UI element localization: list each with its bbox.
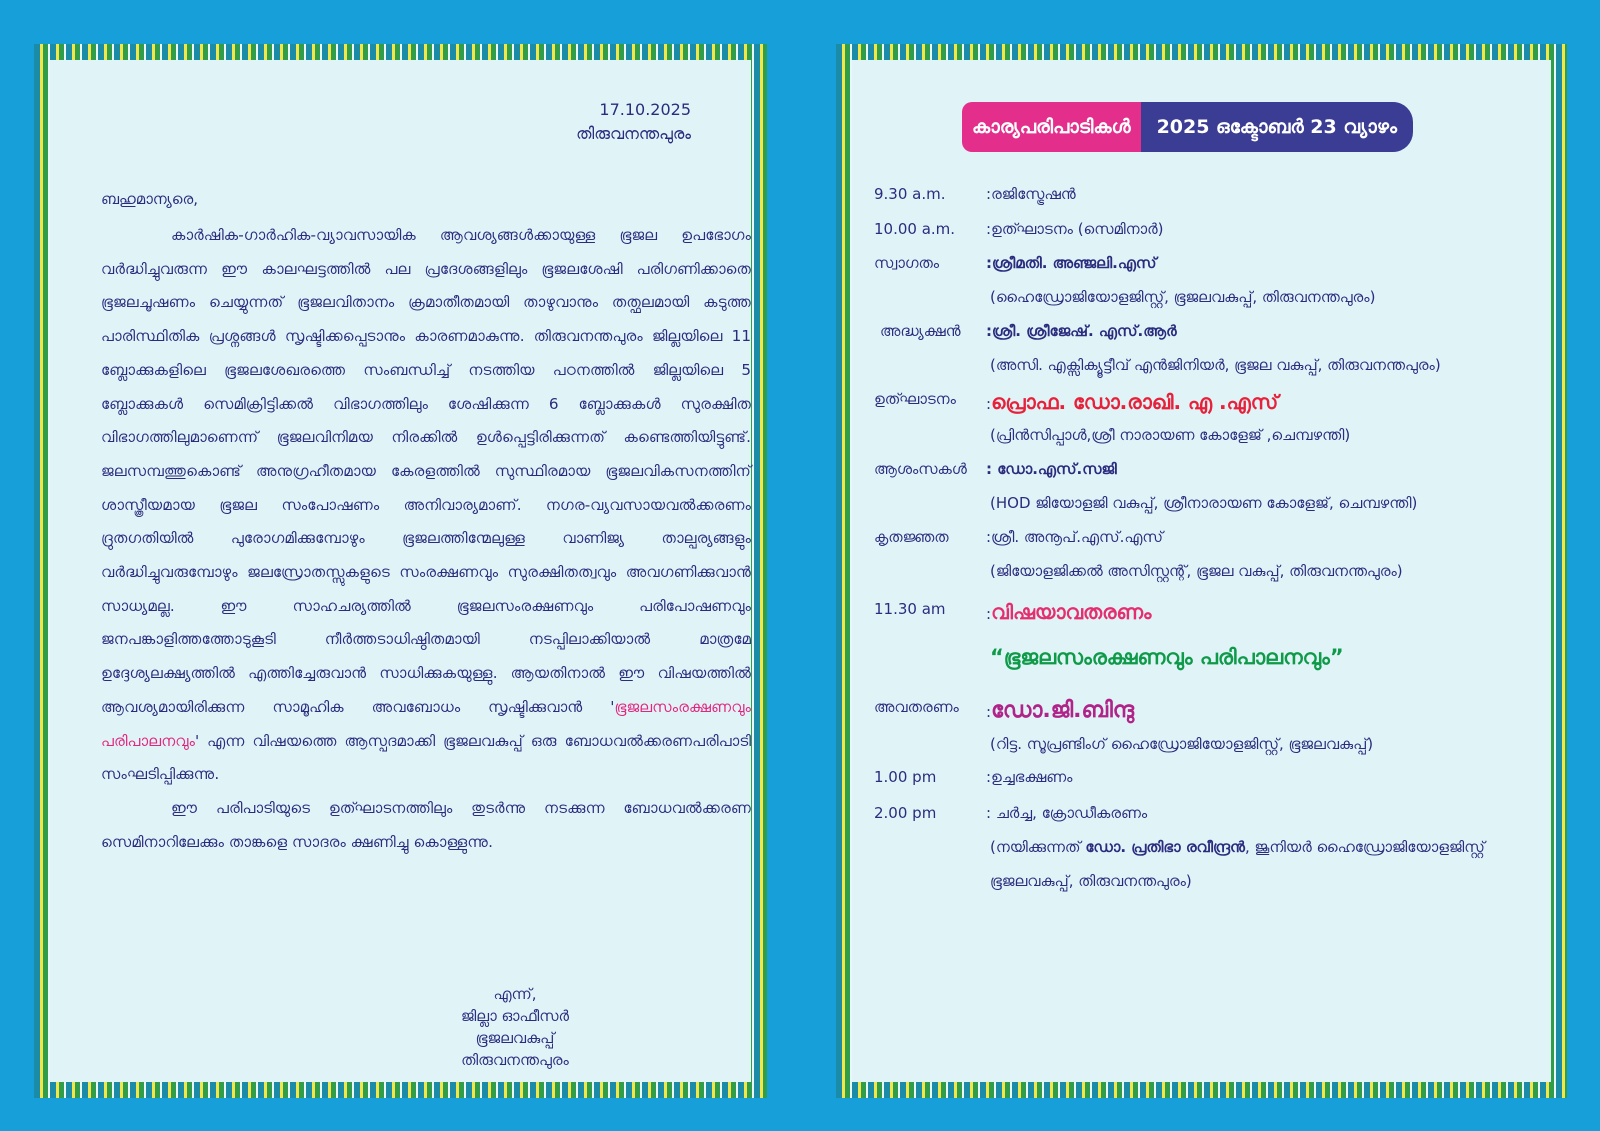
topic-title: “ഭൂജലസംരക്ഷണവും പരിപാലനവും” bbox=[990, 645, 1344, 669]
presenter-name: ഡോ.ജി.ബിന്ദു bbox=[991, 698, 1134, 723]
letter-paragraph-1: കാർഷിക-ഗാർഹിക-വ്യാവസായിക ആവശ്യങ്ങൾക്കായുള്ള ഭൂജല ഉപഭോഗം വർദ്ധിച്ചുവരുന്ന ഈ കാലഘട്ടത്തിൽ പല പ്രദേശങ്ങളിലും ഭൂജലശേഷി പരിഗണിക്കാതെ ഭൂജലചൂഷണം ചെയ്യുന്നത് ഭൂജലവിതാനം ക്രമാതീതമായി താഴുവാനും തത്ഫലമായി കടുത്ത പാരിസ്ഥിതിക പ്രശ്നങ്ങൾ സൃഷ്ടിക്കപ്പെടാനും കാരണമാകുന്നു. തിരുവനന്തപുരം ജില്ലയിലെ 11 ബ്ലോക്കുകളിലെ ഭൂജലശേഖരത്തെ സംബന്ധിച്ച് നടത്തിയ പഠനത്തിൽ ജില്ലയിലെ 5 ബ്ലോക്കുകൾ സെമിക്രിട്ടിക്കൽ വിഭാഗത്തിലും ശേഷിക്കുന്ന 6 ബ്ലോക്കുകൾ സുരക്ഷിത വിഭാഗത്തിലുമാണെന്ന് ഭൂജലവിനിമയ നിരക്കിൽ ഉൾപ്പെട്ടിരിക്കുന്നത് കണ്ടെത്തിയിട്ടുണ്ട്. ജലസമ്പത്തുകൊണ്ട് അനുഗ്രഹീതമായ കേരളത്തിൽ സുസ്ഥിരമായ ഭൂജലവികസനത്തിന് ശാസ്ത്രീയമായ ഭൂജല സംപോഷണം അനിവാര്യമാണ്. നഗര-വ്യവസായവൽക്കരണം ദ്രുതഗതിയിൽ പുരോഗമിക്കുമ്പോഴും ഭൂജലത്തിന്മേലുള്ള വാണിജ്യ താല്പര്യങ്ങളും വർദ്ധിച്ചുവരുമ്പോഴും ജലസ്രോതസ്സുകളുടെ സംരക്ഷണവും സുരക്ഷിതത്വവും അവഗണിക്കുവാൻ സാധ്യമല്ല. ഈ സാഹചര്യത്തിൽ ഭൂജലസംരക്ഷണവും പരിപോഷണവും ജനപങ്കാളിത്തത്തോടുകൂടി നീർത്തടാധിഷ്ഠിതമായി നടപ്പിലാക്കിയാൽ മാത്രമേ ഉദ്ദേശ്യലക്ഷ്യത്തിൽ എത്തിച്ചേരുവാൻ സാധിക്കുകയുള്ളു. ആയതിനാൽ ഈ വിഷയത്തിൽ ആവശ്യമായിരിക്കുന്ന സാമൂഹിക അവബോധം സൃഷ്ടിക്കുവാൻ 'ഭൂജലസംരക്ഷണവും പരിപാലനവും' എന്ന വിഷയത്തെ ആസ്പദമാക്കി ഭൂജലവകുപ്പ് ഒരു ബോധവൽക്കരണപരിപാടി സംഘടിപ്പിക്കുന്നു. bbox=[101, 226, 751, 784]
banner-date: 2025 ഒക്ടോബർ 23 വ്യാഴം bbox=[1141, 102, 1413, 152]
letter-paragraph-2: ഈ പരിപാടിയുടെ ഉത്ഘാടനത്തിലും തുടർന്നു നടക്കുന്ന ബോധവൽക്കരണ സെമിനാറിലേക്കും താങ്കളെ സാദരം ക്ഷണിച്ചു കൊള്ളുന്നു. bbox=[101, 798, 751, 851]
schedule-sub: (പ്രിൻസിപ്പാൾ,ശ്രീ നാരായണ കോളേജ് ,ചെമ്പഴന്തി) bbox=[990, 426, 1351, 444]
date-place bbox=[576, 98, 691, 146]
programme-panel: കാര്യപരിപാടികൾ 2025 ഒക്ടോബർ 23 വ്യാഴം 9.30 a.m. :രജിസ്ട്രേഷൻ 10.00 a.m. :ഉത്ഘാടനം (സെമിനാർ) സ്വാഗതം :ശ്രീമതി. അഞ്ജലി.എസ് (ഹൈഡ്രോജിയോളജിസ്റ്റ്, ഭൂജലവകുപ്പ്, തിരുവനന്തപുരം) അദ്ധ്യക്ഷൻ :ശ്രീ. ശ്രീജേഷ്. എസ്.ആർ (അസി. എക്സിക്യൂട്ടീവ് എൻജിനിയർ, ഭൂജല വകുപ്പ്, തിരുവനന്തപുരം) ഉത്ഘാടനം :പ്രൊഫ. ഡോ.രാഖി. എ .എസ് (പ്രിൻസിപ്പാൾ,ശ്രീ നാരായണ കോളേജ് ,ചെമ്പഴന്തി) ആശംസകൾ : ഡോ.എസ്.സജി (HOD ജിയോളജി വകുപ്പ്, ശ്രീനാരായണ കോളേജ്, ചെമ്പഴന്തി) കൃതജ്ഞത :ശ്രീ. അനൂപ്.എസ്.എസ് (ജിയോളജിക്കൽ അസിസ്റ്റന്റ്, ഭൂജല വകുപ്പ്, തിരുവനന്തപുരം) 11.30 am :വിഷയാവതരണം “ഭൂജലസംരക്ഷണവും പരിപാലനവും” അവതരണം :ഡോ.ജി.ബിന്ദു (റിട്ട. സൂപ്രണ്ടിംഗ് ഹൈഡ്രോജിയോളജിസ്റ്റ്, ഭൂജലവകുപ്പ്) 1.00 pm :ഉച്ചഭക്ഷണം 2.00 pm : ചർച്ച, ക്രോഡീകരണം (നയിക്കുന്നത് ഡോ. പ്രതിഭാ രവീന്ദ്രൻ, ജൂനിയർ ഹൈഡ്രോജിയോളജിസ്റ്റ് ഭൂജലവകുപ്പ്, തിരുവനന്തപുരം) bbox=[836, 44, 1567, 1098]
banner-title: കാര്യപരിപാടികൾ bbox=[962, 102, 1141, 152]
letter-place: തിരുവനന്തപുരം bbox=[576, 124, 691, 143]
programme-banner bbox=[962, 102, 1413, 152]
schedule-sub: ഭൂജലവകുപ്പ്, തിരുവനന്തപുരം) bbox=[990, 872, 1192, 890]
letter-body bbox=[101, 219, 751, 859]
schedule-sub: (ഹൈഡ്രോജിയോളജിസ്റ്റ്, ഭൂജലവകുപ്പ്, തിരുവനന്തപുരം) bbox=[990, 288, 1376, 306]
invitation-letter-panel bbox=[34, 44, 767, 1098]
topic-heading: വിഷയാവതരണം bbox=[991, 600, 1152, 624]
schedule-sub: (ജിയോളജിക്കൽ അസിസ്റ്റന്റ്, ഭൂജല വകുപ്പ്, തിരുവനന്തപുരം) bbox=[990, 562, 1403, 580]
schedule-sub: (അസി. എക്സിക്യൂട്ടീവ് എൻജിനിയർ, ഭൂജല വകുപ്പ്, തിരുവനന്തപുരം) bbox=[990, 356, 1441, 374]
schedule-sub: (നയിക്കുന്നത് ഡോ. പ്രതിഭാ രവീന്ദ്രൻ, ജൂനിയർ ഹൈഡ്രോജിയോളജിസ്റ്റ് bbox=[990, 838, 1485, 856]
schedule-sub: (റിട്ട. സൂപ്രണ്ടിംഗ് ഹൈഡ്രോജിയോളജിസ്റ്റ്, ഭൂജലവകുപ്പ്) bbox=[990, 735, 1374, 753]
inaugurator-name: പ്രൊഫ. ഡോ.രാഖി. എ .എസ് bbox=[991, 390, 1279, 414]
letter-date: 17.10.2025 bbox=[599, 100, 691, 119]
signature-block: എന്ന്, ജില്ലാ ഓഫീസർ ഭൂജലവകുപ്പ് തിരുവനന്തപുരം bbox=[461, 985, 569, 1069]
topic-highlight: ഭൂജലസംരക്ഷണവും പരിപാലനവും bbox=[101, 697, 751, 750]
salutation: ബഹുമാന്യരെ, bbox=[101, 190, 198, 208]
schedule-sub: (HOD ജിയോളജി വകുപ്പ്, ശ്രീനാരായണ കോളേജ്, ചെമ്പഴന്തി) bbox=[990, 494, 1418, 512]
